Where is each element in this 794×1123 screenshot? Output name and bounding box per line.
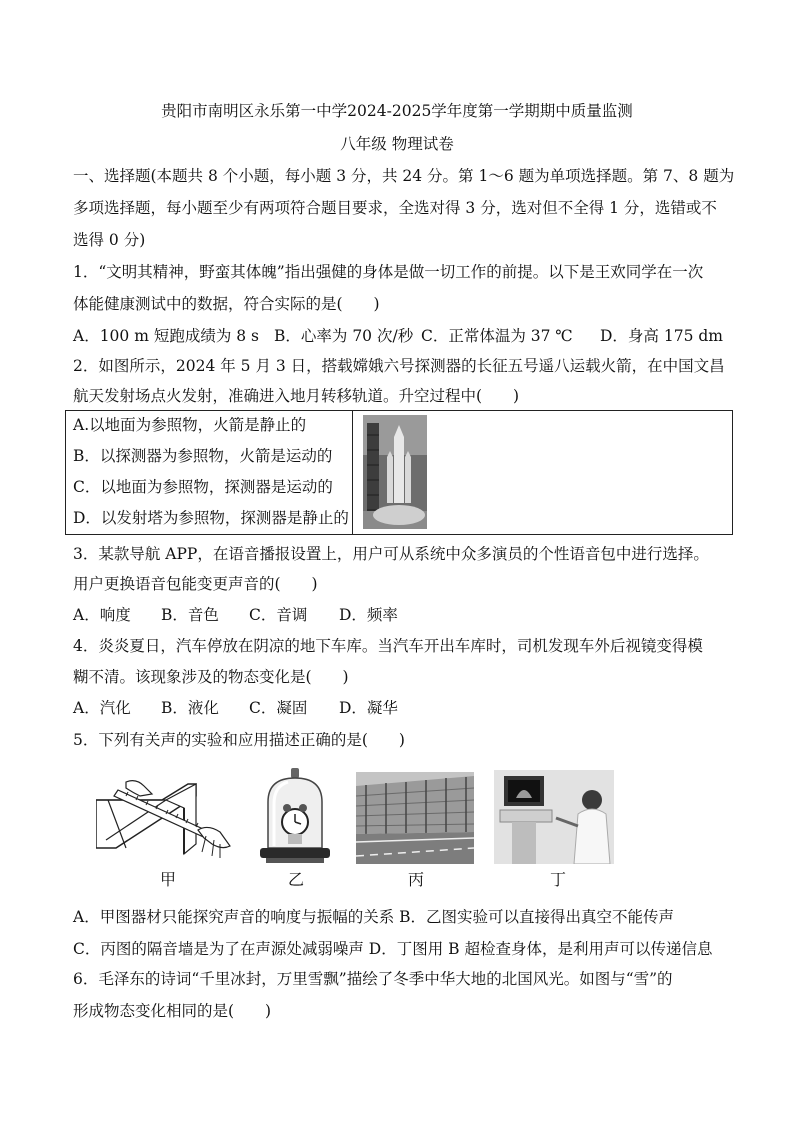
- q4-option-a: A．汽化: [73, 699, 131, 717]
- question-6-stem: 形成物态变化相同的是( ): [73, 1002, 272, 1020]
- q3-option-d: D．频率: [339, 606, 398, 624]
- section-instruction-line: 选得 0 分): [73, 231, 146, 249]
- q1-option-d: D．身高 175 dm: [600, 327, 723, 345]
- q4-option-b: B．液化: [161, 699, 219, 717]
- q4-option-c: C．凝固: [249, 699, 308, 717]
- rocket-launch-photo-icon: [363, 415, 427, 529]
- q2-option-b: B．以探测器为参照物，火箭是运动的: [73, 447, 333, 465]
- question-3-stem: 用户更换语音包能变更声音的( ): [73, 575, 318, 593]
- q3-option-c: C．音调: [249, 606, 308, 624]
- q4-option-d: D．凝华: [339, 699, 398, 717]
- question-2-stem: 2．如图所示，2024 年 5 月 3 日，搭载嫦娥六号探测器的长征五号遥八运载火箭，在中国文昌: [73, 357, 725, 375]
- question-2-stem: 航天发射场点火发射，准确进入地月转移轨道。升空过程中( ): [73, 387, 520, 405]
- ultrasound-exam-icon: [494, 770, 614, 864]
- question-4-stem: 糊不清。该现象涉及的物态变化是( ): [73, 668, 349, 686]
- q2-option-d: D．以发射塔为参照物，探测器是静止的: [73, 509, 349, 527]
- question-6-stem: 6．毛泽东的诗词“千里冰封，万里雪飘”描绘了冬季中华大地的北国风光。如图与“雪”的: [73, 970, 673, 988]
- bell-jar-alarm-clock-icon: [258, 768, 332, 864]
- q2-option-c: C．以地面为参照物，探测器是运动的: [73, 478, 333, 496]
- ruler-on-table-icon: [96, 778, 239, 862]
- section-instruction-line: 多项选择题，每小题至少有两项符合题目要求，全选对得 3 分，选对但不全得 1 分，选错或不: [73, 199, 717, 217]
- question-1-stem: 1．“文明其精神，野蛮其体魄”指出强健的身体是做一切工作的前提。以下是王欢同学在一次: [73, 263, 704, 281]
- q3-option-b: B．音色: [161, 606, 219, 624]
- question-3-stem: 3．某款导航 APP，在语音播报设置上，用户可从系统中众多演员的个性语音包中进行选择。: [73, 545, 709, 563]
- figure-label-yi: 乙: [288, 870, 305, 889]
- question-5-stem: 5．下列有关声的实验和应用描述正确的是( ): [73, 731, 405, 749]
- figure-label-bing: 丙: [408, 870, 425, 889]
- question-4-stem: 4．炎炎夏日，汽车停放在阴凉的地下车库。当汽车开出车库时，司机发现车外后视镜变得模: [73, 637, 703, 655]
- q3-option-a: A．响度: [73, 606, 131, 624]
- question-2-table: [65, 410, 733, 535]
- q2-option-a: A.以地面为参照物，火箭是静止的: [73, 416, 307, 434]
- highway-sound-barrier-icon: [356, 772, 474, 864]
- q5-options-line-1: A．甲图器材只能探究声音的响度与振幅的关系 B．乙图实验可以直接得出真空不能传声: [73, 908, 675, 926]
- question-1-stem: 体能健康测试中的数据，符合实际的是( ): [73, 295, 380, 313]
- exam-title: 贵阳市南明区永乐第一中学2024-2025学年度第一学期期中质量监测: [161, 102, 633, 120]
- q1-option-a: A．100 m 短跑成绩为 8 s: [73, 327, 260, 345]
- exam-subtitle: 八年级 物理试卷: [340, 135, 454, 153]
- section-instruction-line: 一、选择题(本题共 8 个小题，每小题 3 分，共 24 分。第 1～6 题为单项选择题。第 7、8 题为: [73, 167, 735, 185]
- figure-label-jia: 甲: [160, 870, 177, 889]
- q1-option-c: C．正常体温为 37 ℃: [421, 327, 573, 345]
- question-2-options-cell: [66, 411, 353, 534]
- q1-option-b: B．心率为 70 次/秒: [274, 327, 414, 345]
- q5-options-line-2: C．丙图的隔音墙是为了在声源处减弱噪声 D．丁图用 B 超检查身体，是利用声可以传递信息: [73, 940, 713, 958]
- figure-label-ding: 丁: [550, 870, 567, 889]
